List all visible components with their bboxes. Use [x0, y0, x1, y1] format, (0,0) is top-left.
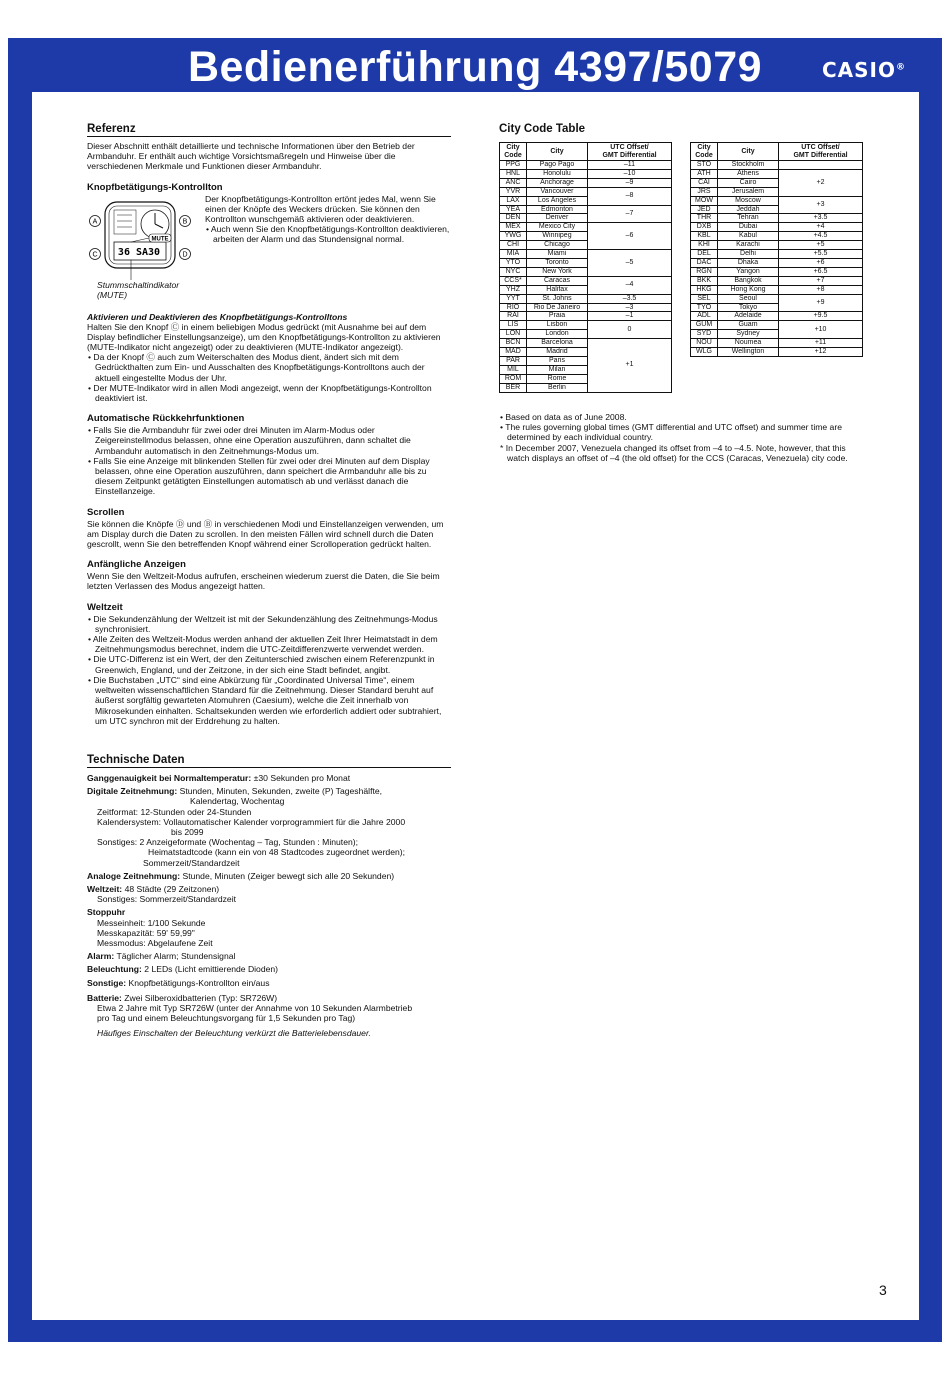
right-column — [499, 123, 899, 463]
table-row — [500, 178, 672, 187]
weltzeit-bullet: • Die Sekundenzählung der Weltzeit ist mit der Sekundenzählung des Zeitnehmungs-Modus synchronisiert. — [88, 613, 438, 634]
city-name: Guam — [718, 321, 779, 330]
utc-offset — [779, 161, 863, 170]
city-name: Karachi — [718, 241, 779, 250]
city-code: PPG — [500, 161, 527, 170]
table-row — [691, 267, 863, 276]
tech-label: Batterie: — [87, 992, 122, 1003]
city-name: St. Johns — [527, 294, 588, 303]
tech-value: Etwa 2 Jahre mit Typ SR726W (unter der Annahme von 10 Sekunden Alarmbetrieb — [97, 1002, 413, 1013]
city-name: Seoul — [718, 294, 779, 303]
city-code: NYC — [500, 267, 527, 276]
utc-offset: +11 — [779, 339, 863, 348]
tech-value: Messmodus: Abgelaufene Zeit — [97, 937, 213, 948]
tech-value: bis 2099 — [171, 826, 204, 837]
city-name: Edmonton — [527, 205, 588, 214]
anfang-text: Wenn Sie den Weltzeit-Modus aufrufen, erscheinen wiederum zuerst die Daten, die Sie beim letzten Verlassen des Modus angezeigt hatten. — [87, 571, 440, 592]
city-code: RIO — [500, 303, 527, 312]
section-heading-tech: Technische Daten — [87, 754, 451, 768]
table-row — [500, 276, 672, 285]
city-code: YYT — [500, 294, 527, 303]
aktivieren-text: Halten Sie den Knopf Ⓒ in einem beliebigen Modus gedrückt (mit Ausnahme bei auf dem Display befindlicher Einstellungsanzeige), um den Knopfbetätigungs-Kontrollton zu aktivieren (MUTE-Indikator nicht angezeigt) oder zu deaktivieren (MUTE-Indikator angezeigt). — [87, 321, 441, 353]
tech-label: Alarm: — [87, 951, 115, 962]
city-name: Delhi — [718, 250, 779, 259]
city-name: London — [527, 330, 588, 339]
table-row — [691, 348, 863, 357]
utc-offset: +8 — [779, 285, 863, 294]
city-code: DAC — [691, 258, 718, 267]
utc-offset: –8 — [588, 187, 672, 205]
city-name: Dhaka — [718, 258, 779, 267]
tech-label: Beleuchtung: — [87, 964, 142, 975]
tech-label: Ganggenauigkeit bei Normaltemperatur: — [87, 772, 252, 783]
city-name: New York — [527, 267, 588, 276]
heading-knopf: Knopfbetätigungs-Kontrollton — [87, 181, 223, 193]
city-name: Paris — [527, 356, 588, 365]
tech-value: Zwei Silberoxidbatterien (Typ: SR726W) — [121, 992, 278, 1003]
col-header-city: City — [718, 143, 779, 161]
city-code: JED — [691, 205, 718, 214]
table-row — [691, 276, 863, 285]
watch-button-c: C — [92, 251, 98, 259]
city-code: BCN — [500, 339, 527, 348]
city-code: MEX — [500, 223, 527, 232]
city-name: Yangon — [718, 267, 779, 276]
city-name: Dubai — [718, 223, 779, 232]
city-code: ATH — [691, 169, 718, 178]
table-row — [500, 205, 672, 214]
utc-offset: +4 — [779, 223, 863, 232]
brand-logo — [822, 58, 906, 82]
table-row — [691, 232, 863, 241]
heading-scrollen: Scrollen — [87, 506, 125, 518]
city-code: KBL — [691, 232, 718, 241]
city-code: YVR — [500, 187, 527, 196]
city-name: Lisbon — [527, 321, 588, 330]
utc-offset: –10 — [588, 169, 672, 178]
utc-offset: –3 — [588, 303, 672, 312]
col-header-code: City Code — [500, 143, 527, 161]
city-name: Stockholm — [718, 161, 779, 170]
mute-caption-line2: (MUTE) — [97, 289, 128, 300]
tech-label: Digitale Zeitnehmung: — [87, 786, 178, 797]
section-heading-referenz: Referenz — [87, 123, 451, 137]
city-table-note: • Based on data as of June 2008. — [500, 412, 627, 422]
utc-offset: +10 — [779, 321, 863, 339]
table-row — [691, 285, 863, 294]
watch-illustration-icon — [87, 194, 202, 294]
city-name: Cairo — [718, 178, 779, 187]
col-header-utc: UTC Offset/ GMT Differential — [779, 143, 863, 161]
city-name: Winnipeg — [527, 232, 588, 241]
utc-offset: +9 — [779, 294, 863, 312]
left-column — [87, 123, 451, 1039]
utc-offset: –9 — [588, 178, 672, 187]
city-table-left — [499, 142, 672, 393]
city-name: Bangkok — [718, 276, 779, 285]
city-name: Madrid — [527, 348, 588, 357]
table-row — [500, 250, 672, 259]
tech-value: Zeitformat: 12-Stunden oder 24-Stunden — [97, 806, 252, 817]
table-row — [691, 214, 863, 223]
table-row — [500, 321, 672, 330]
page-title: Bedienerführung 4397/5079 — [187, 43, 763, 91]
city-code: ADL — [691, 312, 718, 321]
weltzeit-bullet: • Alle Zeiten des Weltzeit-Modus werden anhand der aktuellen Zeit Ihrer Heimatstadt in dem Zeitnehmungsmodus berechnet, indem die UTC-Zeitdifferenzwerte verwendet werden. — [88, 634, 438, 655]
city-name: Rio De Janeiro — [527, 303, 588, 312]
referenz-intro: Dieser Abschnitt enthält detaillierte und technische Informationen über den Betrieb der Armbanduhr. Er enthält auch wichtige Vorsichtsmaßregeln und Hinweise über die verschiedenen Merkmale und Funktionen dieser Armbanduhr. — [87, 141, 415, 172]
city-name: Anchorage — [527, 178, 588, 187]
watch-display-text: 36 SA30 — [117, 246, 161, 258]
watch-mute-text: MUTE — [151, 236, 169, 243]
utc-offset: –1 — [588, 312, 672, 321]
tech-value: Stunden, Minuten, Sekunden, zweite (P) Tageshälfte, — [177, 786, 383, 797]
watch-button-d: D — [182, 251, 188, 259]
auto-bullet: • Falls Sie eine Anzeige mit blinkenden Stellen für zwei oder drei Minuten auf dem Display belassen, ohne eine Operation auszuführen, dann speichert die Armbanduhr alle bis zu diesem Zeitpunkt getätigten Einstellungen automatisch ab und verlässt danach die Einstellanzeige. — [88, 455, 430, 497]
brand-mark: ® — [896, 62, 907, 73]
table-row — [500, 169, 672, 178]
city-tables — [499, 142, 899, 412]
aktivieren-bullet: • Da der Knopf Ⓒ auch zum Weiterschalten des Modus dient, ändert sich mit dem Gedrückthalten zum Ein- und Ausschalten des Knopfbetätigungs-Kontrolltons auch der aktuell eingestellte Modus der Uhr. — [88, 352, 425, 383]
city-code: THR — [691, 214, 718, 223]
city-code: RGN — [691, 267, 718, 276]
tech-value: Heimatstadtcode (kann ein von 48 Stadtcodes zugeordnet werden); — [148, 847, 406, 858]
city-name: Denver — [527, 214, 588, 223]
tech-value: ±30 Sekunden pro Monat — [251, 772, 351, 783]
city-name: Chicago — [527, 241, 588, 250]
knopf-text-block — [205, 194, 451, 245]
tech-value: Knopfbetätigungs-Kontrollton ein/aus — [126, 977, 270, 988]
city-code: CCS* — [500, 276, 527, 285]
knopf-block — [87, 194, 451, 306]
city-code: DEL — [691, 250, 718, 259]
tech-value: Kalendersystem: Vollautomatischer Kalender vorprogrammiert für die Jahre 2000 — [97, 816, 406, 827]
city-code: YHZ — [500, 285, 527, 294]
table-row — [691, 196, 863, 205]
city-table-note: • The rules governing global times (GMT differential and UTC offset) and summer time are determined by each individual country. — [500, 422, 842, 443]
knopf-bullet: • Auch wenn Sie den Knopfbetätigungs-Kontrollton deaktivieren, arbeiten der Alarm und das Stundensignal normal. — [206, 224, 450, 245]
tech-label: Stoppuhr — [87, 907, 126, 918]
knopf-text: Der Knopfbetätigungs-Kontrollton ertönt jedes Mal, wenn Sie einen der Knöpfe des Weckers drücken. Sie können den Kontrollton wunschgemäß aktivieren oder deaktivieren. — [205, 193, 436, 225]
table-row — [500, 223, 672, 232]
city-code: NOU — [691, 339, 718, 348]
table-row — [691, 312, 863, 321]
tech-value: Täglicher Alarm; Stundensignal — [114, 951, 236, 962]
utc-offset: +3 — [779, 196, 863, 214]
city-name: Hong Kong — [718, 285, 779, 294]
table-row — [500, 312, 672, 321]
city-name: Miami — [527, 250, 588, 259]
table-row — [500, 294, 672, 303]
table-row — [691, 258, 863, 267]
city-name: Wellington — [718, 348, 779, 357]
table-row — [691, 223, 863, 232]
weltzeit-bullet: • Die Buchstaben „UTC“ sind eine Abkürzung für „Coordinated Universal Time“, einem weltweiten wissenschaftlichen Standard für die Zeitnehmung. Dieser Standard beruht auf äußerst sorgfältig gewarteten Atomuhren (Caesium), welche die Zeit innerhalb von Mikrosekunden einhalten. Schaltsekunden werden wie erforderlich addiert oder subtrahiert, um UTC synchron mit der Erddrehung zu halten. — [88, 674, 442, 726]
city-name: Noumea — [718, 339, 779, 348]
brand-name: CASIO — [822, 58, 897, 82]
city-code: DEN — [500, 214, 527, 223]
utc-offset: –7 — [588, 205, 672, 223]
utc-offset: –4 — [588, 276, 672, 294]
city-code: MOW — [691, 196, 718, 205]
city-name: Praia — [527, 312, 588, 321]
city-name: Kabul — [718, 232, 779, 241]
city-table-note: * In December 2007, Venezuela changed its offset from –4 to –4.5. Note, however, that this watch displays an offset of –4 (the old offset) for the CCS (Caracas, Venezuela) city code. — [500, 442, 848, 463]
city-code: HNL — [500, 169, 527, 178]
table-row — [691, 294, 863, 303]
table-row — [691, 339, 863, 348]
city-code: BKK — [691, 276, 718, 285]
section-heading-city-table: City Code Table — [499, 123, 586, 135]
city-code: DXB — [691, 223, 718, 232]
utc-offset: +4.5 — [779, 232, 863, 241]
city-code: CHI — [500, 241, 527, 250]
city-table-notes — [499, 412, 863, 463]
scrollen-text: Sie können die Knöpfe Ⓓ und Ⓑ in verschiedenen Modi und Einstellanzeigen verwenden, um am Display durch die Daten zu scrollen. In den meisten Fällen wird schnell durch die Daten gescrollt, wenn Sie den betreffenden Knopf während einer Scrolloperation gedrückt halten. — [87, 518, 444, 550]
utc-offset: –3.5 — [588, 294, 672, 303]
city-name: Barcelona — [527, 339, 588, 348]
table-row — [691, 241, 863, 250]
city-name: Tehran — [718, 214, 779, 223]
col-header-utc: UTC Offset/ GMT Differential — [588, 143, 672, 161]
utc-offset: +1 — [588, 339, 672, 392]
city-name: Honolulu — [527, 169, 588, 178]
city-code: HKG — [691, 285, 718, 294]
city-name: Pago Pago — [527, 161, 588, 170]
tech-value: Stunde, Minuten (Zeiger bewegt sich alle 20 Sekunden) — [180, 870, 395, 881]
city-code: MIL — [500, 365, 527, 374]
city-code: KHI — [691, 241, 718, 250]
city-code: BER — [500, 383, 527, 392]
city-code: RAI — [500, 312, 527, 321]
city-name: Tokyo — [718, 303, 779, 312]
table-row — [691, 250, 863, 259]
content-area — [32, 92, 919, 1320]
utc-offset: +3.5 — [779, 214, 863, 223]
city-code: ROM — [500, 374, 527, 383]
city-name: Moscow — [718, 196, 779, 205]
city-name: Athens — [718, 169, 779, 178]
tech-label: Sonstige: — [87, 977, 127, 988]
utc-offset: –11 — [588, 161, 672, 170]
city-code: YEA — [500, 205, 527, 214]
weltzeit-bullet: • Die UTC-Differenz ist ein Wert, der den Zeitunterschied zwischen einem Referenzpunkt in Greenwich, England, und der Zeitzone, in der sich eine Stadt befindet, angibt. — [88, 654, 435, 675]
city-name: Sydney — [718, 330, 779, 339]
city-name: Caracas — [527, 276, 588, 285]
city-name: Los Angeles — [527, 196, 588, 205]
tech-value: Messkapazität: 59' 59,99" — [97, 927, 195, 938]
utc-offset: –6 — [588, 223, 672, 250]
utc-offset: +2 — [779, 169, 863, 196]
city-code: LAX — [500, 196, 527, 205]
battery-note: Häufiges Einschalten der Beleuchtung verkürzt die Batterielebensdauer. — [97, 1028, 371, 1039]
city-code: ANC — [500, 178, 527, 187]
city-code: JRS — [691, 187, 718, 196]
tech-value: 2 LEDs (Licht emittierende Dioden) — [141, 964, 279, 975]
tech-value: Sommerzeit/Standardzeit — [143, 857, 240, 868]
utc-offset: –5 — [588, 250, 672, 277]
table-row — [691, 161, 863, 170]
tech-value: Messeinheit: 1/100 Sekunde — [97, 917, 206, 928]
table-row — [500, 339, 672, 348]
tech-value: 48 Städte (29 Zeitzonen) — [122, 883, 220, 894]
tech-value: Sonstiges: 2 Anzeigeformate (Wochentag – Tag, Stunden : Minuten); — [97, 837, 358, 848]
city-name: Milan — [527, 365, 588, 374]
mute-caption-line1: Stummschaltindikator — [97, 279, 180, 290]
aktivieren-bullet: • Der MUTE-Indikator wird in allen Modi angezeigt, wenn der Knopfbetätigungs-Kontrollton deaktiviert ist. — [88, 382, 432, 404]
heading-anfang: Anfängliche Anzeigen — [87, 559, 186, 571]
col-header-city: City — [527, 143, 588, 161]
heading-auto: Automatische Rückkehrfunktionen — [87, 413, 245, 425]
city-code: YTO — [500, 258, 527, 267]
utc-offset: +6 — [779, 258, 863, 267]
tech-value: Sonstiges: Sommerzeit/Standardzeit — [97, 894, 236, 905]
city-name: Rome — [527, 374, 588, 383]
city-code: CAI — [691, 178, 718, 187]
city-code: LIS — [500, 321, 527, 330]
city-name: Toronto — [527, 258, 588, 267]
tech-block — [87, 773, 451, 1039]
tech-label: Analoge Zeitnehmung: — [87, 870, 181, 881]
tech-value: Kalendertag, Wochentag — [190, 796, 285, 807]
utc-offset: +12 — [779, 348, 863, 357]
page-number: 3 — [879, 1282, 887, 1298]
utc-offset: +7 — [779, 276, 863, 285]
tech-value: pro Tag und einem Beleuchtungsvorgang für 1,5 Sekunden pro Tag) — [97, 1013, 356, 1024]
city-code: WLG — [691, 348, 718, 357]
table-row — [500, 303, 672, 312]
city-code: GUM — [691, 321, 718, 330]
utc-offset: +6.5 — [779, 267, 863, 276]
city-code: YWG — [500, 232, 527, 241]
watch-button-b: B — [182, 218, 188, 226]
city-code: STO — [691, 161, 718, 170]
heading-weltzeit: Weltzeit — [87, 601, 123, 613]
city-name: Jerusalem — [718, 187, 779, 196]
city-code: MIA — [500, 250, 527, 259]
city-code: TYO — [691, 303, 718, 312]
city-name: Adelaide — [718, 312, 779, 321]
city-code: SEL — [691, 294, 718, 303]
city-code: MAD — [500, 348, 527, 357]
utc-offset: +9.5 — [779, 312, 863, 321]
table-row — [691, 321, 863, 330]
city-name: Vancouver — [527, 187, 588, 196]
city-name: Jeddah — [718, 205, 779, 214]
watch-button-a: A — [92, 218, 98, 226]
city-name: Halifax — [527, 285, 588, 294]
table-row — [691, 169, 863, 178]
auto-bullet: • Falls Sie die Armbanduhr für zwei oder drei Minuten im Alarm-Modus oder Zeigereinstellmodus belassen, ohne eine Operation auszuführen, dann schaltet die Armbanduhr automatisch in den Zeitnehmungs-Modus um. — [88, 425, 411, 456]
utc-offset: +5.5 — [779, 250, 863, 259]
city-name: Mexico City — [527, 223, 588, 232]
city-code: SYD — [691, 330, 718, 339]
heading-aktivieren: Aktivieren und Deaktivieren des Knopfbetätigungs-Kontrolltons — [87, 311, 348, 322]
city-name: Berlin — [527, 383, 588, 392]
city-code: PAR — [500, 356, 527, 365]
city-code: LON — [500, 330, 527, 339]
table-row — [500, 187, 672, 196]
tech-label: Weltzeit: — [87, 883, 123, 894]
mute-caption — [97, 280, 179, 300]
city-table-right — [690, 142, 863, 357]
col-header-code: City Code — [691, 143, 718, 161]
table-row — [500, 161, 672, 170]
utc-offset: 0 — [588, 321, 672, 339]
utc-offset: +5 — [779, 241, 863, 250]
